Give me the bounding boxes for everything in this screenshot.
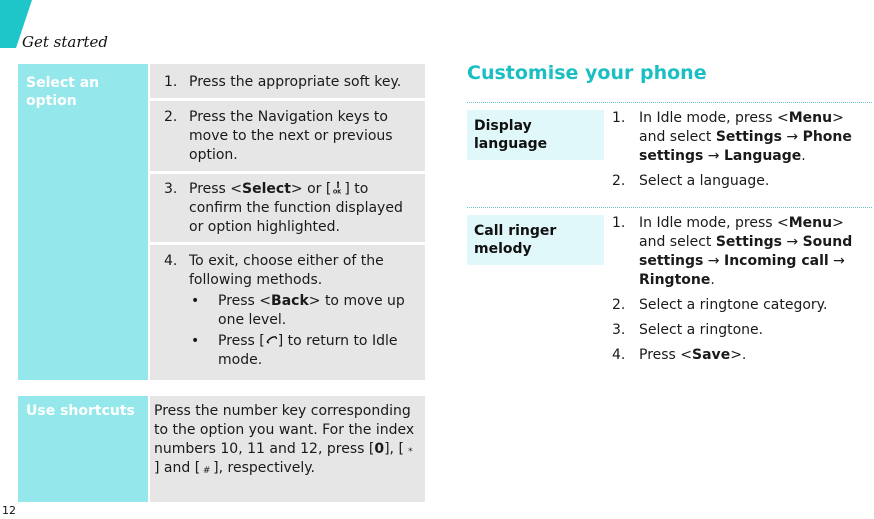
display-language-label: Display language [467,110,604,160]
call-ringer-step-2: 2. Select a ringtone category. [612,297,828,313]
use-shortcuts-text: Press the number key corresponding to the option you want. For the index numbers 10, 11 and 12, press [0], [ *] and [ # ], respectively. [150,396,425,502]
use-shortcuts-label: Use shortcuts [18,396,148,502]
select-option-step-2: 2. Press the Navigation keys to move to the next or previous option. [150,101,425,171]
call-ringer-step-3: 3. Select a ringtone. [612,322,764,338]
select-option-step-1: 1. Press the appropriate soft key. [150,64,425,98]
select-option-step-4: 4. To exit, choose either of the following methods. • Press <Back> to move up one level. • Press [ ] to return to Idle mode. [150,245,425,380]
exit-method-end-key: • Press [ ] to return to Idle mode. [191,333,398,368]
page-header-title: Get started [22,33,109,51]
svg-text:OK: OK [332,189,341,194]
end-key-icon [265,333,278,346]
call-ringer-steps [612,214,870,371]
divider-top [467,102,872,103]
call-ringer-label: Call ringer melody [467,215,604,265]
display-language-step-1: 1. In Idle mode, press <Menu> and select Settings → Phone settings → Language. [612,110,852,164]
select-option-label: Select an option [18,64,148,380]
hash-key-icon: # [202,466,211,476]
select-option-step-3: 3. Press <Select> or [ OK ] to confirm the function displayed or option highlighted. [150,174,425,242]
exit-method-back: • Press <Back> to move up one level. [191,293,405,328]
ok-key-icon [331,181,344,194]
call-ringer-step-1: 1. In Idle mode, press <Menu> and select Settings → Sound settings → Incoming call → Ringtone. [612,215,853,288]
page-number: 12 [2,504,16,517]
divider-middle [467,207,872,208]
display-language-steps [612,109,870,197]
section-title: Customise your phone [467,62,707,84]
call-ringer-step-4: 4. Press <Save>. [612,347,747,363]
display-language-step-2: 2. Select a language. [612,173,770,189]
star-key-icon: * [408,447,413,457]
